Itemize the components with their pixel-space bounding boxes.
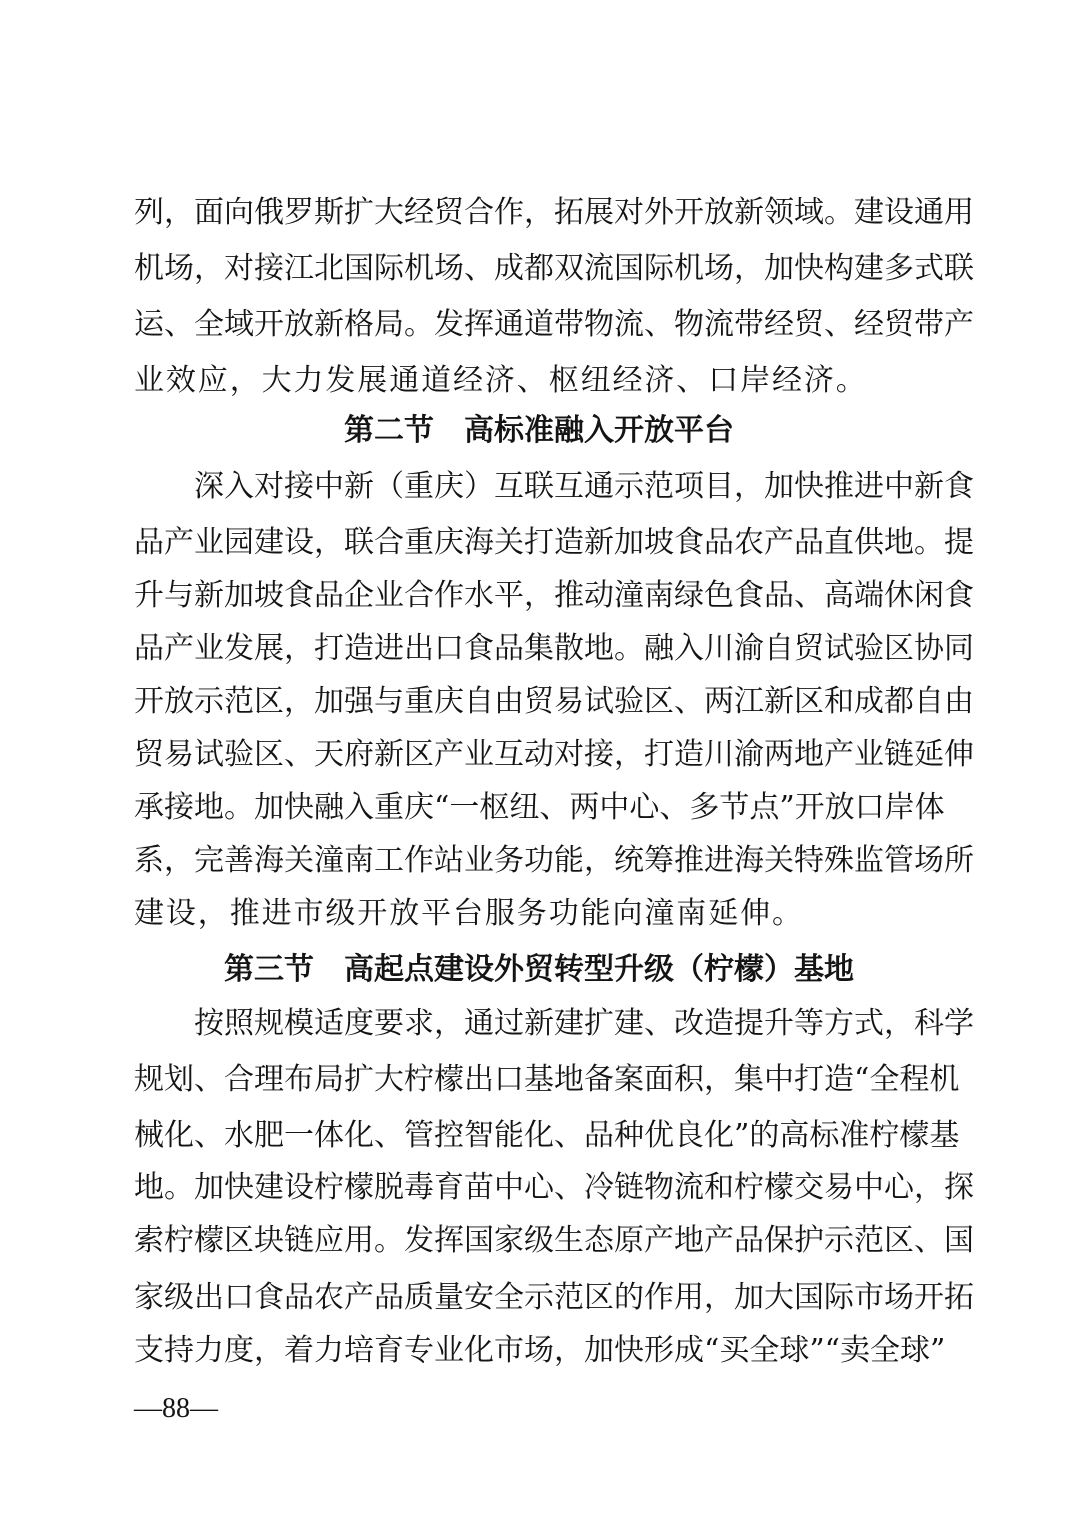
text-line: 家级出口食品农产品质量安全示范区的作用，加大国际市场开拓: [134, 1280, 974, 1315]
text-line: 列，面向俄罗斯扩大经贸合作，拓展对外开放新领域。建设通用: [134, 195, 974, 230]
text-line: 深入对接中新（重庆）互联互通示范项目，加快推进中新食: [194, 469, 974, 504]
page-number: —88—: [134, 1393, 218, 1424]
text-line: 运、全域开放新格局。发挥通道带物流、物流带经贸、经贸带产: [134, 307, 974, 342]
text-line: 按照规模适度要求，通过新建扩建、改造提升等方式，科学: [194, 1006, 974, 1041]
text-line: 品产业发展，打造进出口食品集散地。融入川渝自贸试验区协同: [134, 631, 974, 666]
text-line: 机场，对接江北国际机场、成都双流国际机场，加快构建多式联: [134, 251, 974, 286]
text-line: 械化、水肥一体化、管控智能化、品种优良化”的高标准柠檬基: [134, 1118, 960, 1153]
text-line: 索柠檬区块链应用。发挥国家级生态原产地产品保护示范区、国: [134, 1223, 974, 1258]
text-line: 承接地。加快融入重庆“一枢纽、两中心、多节点”开放口岸体: [134, 790, 945, 825]
text-line: 规划、合理布局扩大柠檬出口基地备案面积，集中打造“全程机: [134, 1062, 960, 1097]
text-line: 支持力度，着力培育专业化市场，加快形成“买全球”“卖全球”: [134, 1333, 946, 1368]
text-line: 品产业园建设，联合重庆海关打造新加坡食品农产品直供地。提: [134, 525, 974, 560]
text-line: 开放示范区，加强与重庆自由贸易试验区、两江新区和成都自由: [134, 684, 974, 719]
text-line: 地。加快建设柠檬脱毒育苗中心、冷链物流和柠檬交易中心，探: [134, 1170, 974, 1205]
section-heading: 第三节 高起点建设外贸转型升级（柠檬）基地: [224, 952, 854, 987]
text-line: 升与新加坡食品企业合作水平，推动潼南绿色食品、高端休闲食: [134, 578, 974, 613]
section-heading: 第二节 高标准融入开放平台: [344, 413, 734, 448]
text-line: 贸易试验区、天府新区产业互动对接，打造川渝两地产业链延伸: [134, 737, 974, 772]
text-line: 系，完善海关潼南工作站业务功能，统筹推进海关特殊监管场所: [134, 843, 974, 878]
text-line: 业效应，大力发展通道经济、枢纽经济、口岸经济。: [134, 363, 868, 398]
text-line: 建设，推进市级开放平台服务功能向潼南延伸。: [134, 896, 804, 931]
